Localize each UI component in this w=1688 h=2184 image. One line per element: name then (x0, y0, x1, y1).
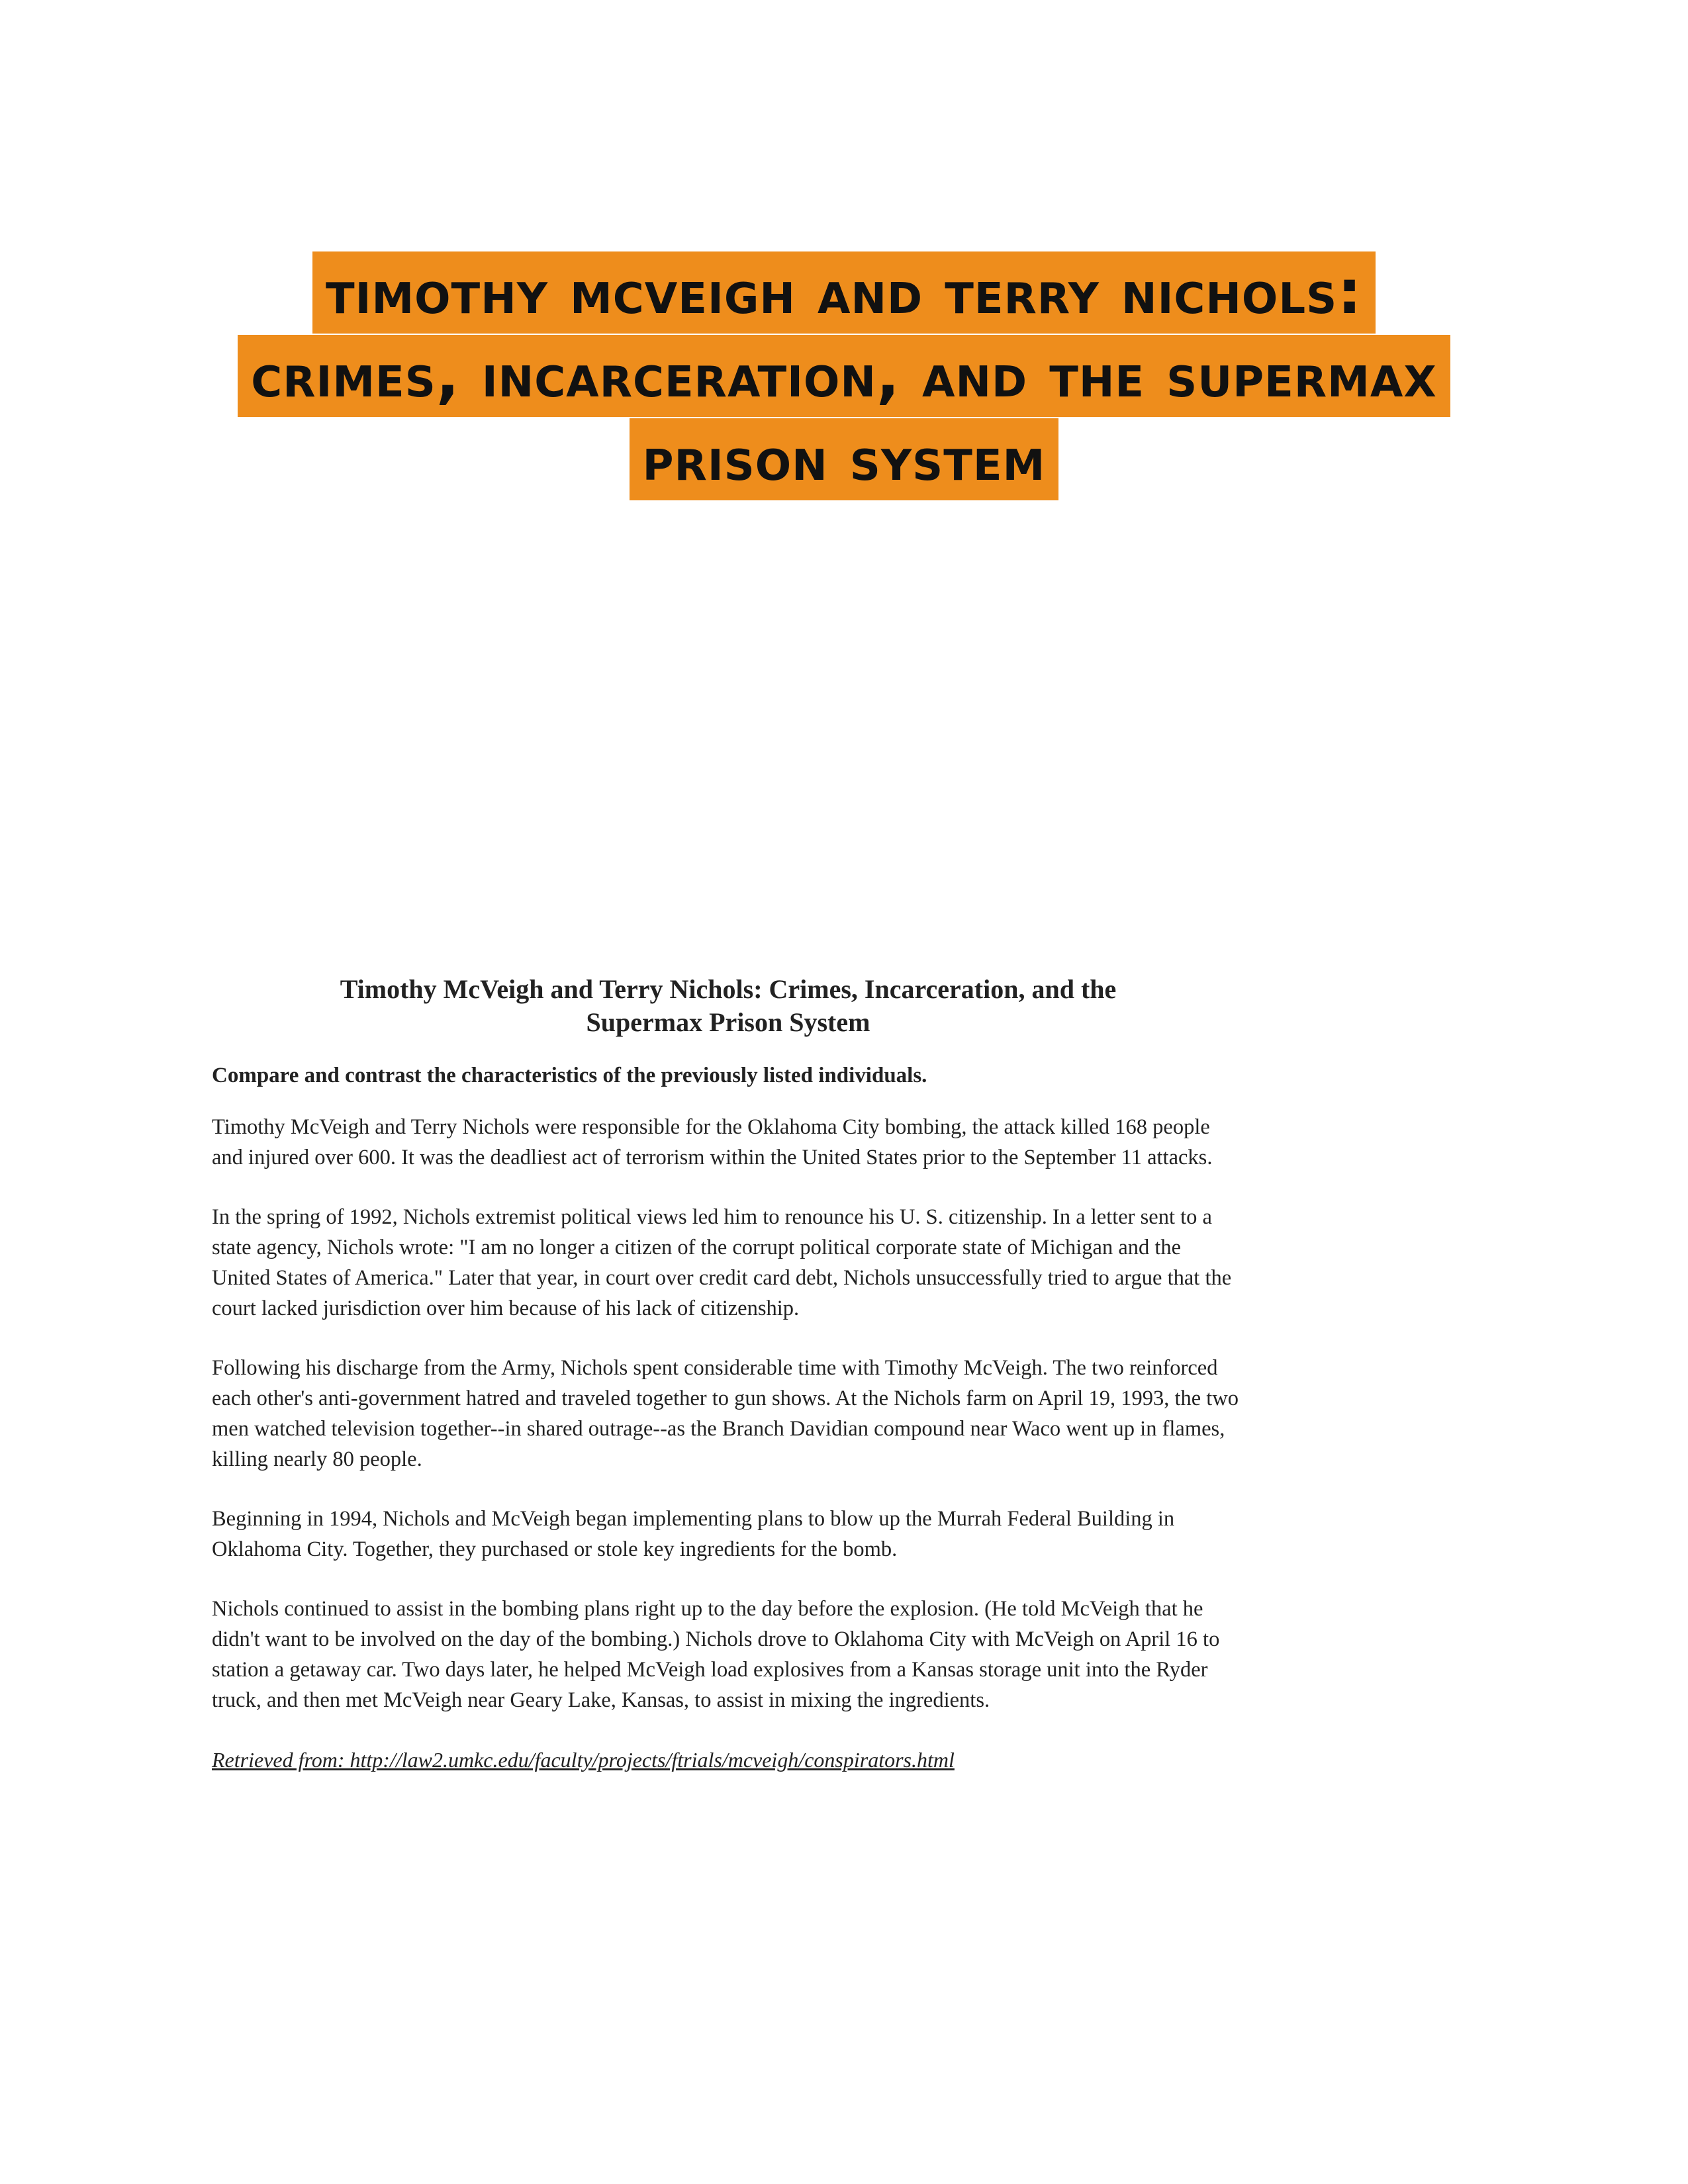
paragraph-3: Following his discharge from the Army, Nichols spent considerable time with Timothy McVeigh. The two reinforced each other's anti-government hatred and traveled together to gun shows. At the Nichols farm on April 19, 1993, the two men watched television together--in shared outrage--as the Branch Davidian compound near Waco went up in flames, killing nearly 80 people. (212, 1356, 1239, 1471)
banner-line-1: timothy mcveigh and terry nichols: (312, 251, 1376, 334)
paragraph-5: Nichols continued to assist in the bombing plans right up to the day before the explosion. (He told McVeigh that he didn't want to be involved on the day of the bombing.) Nichols drove to Oklahoma City with McVeigh on April 16 to station a getaway car. Two days later, he helped McVeigh load explosives from a Kansas storage unit into the Ryder truck, and then met McVeigh near Geary Lake, Kansas, to assist in mixing the ingredients. (212, 1597, 1220, 1712)
document-title-line-1: Timothy McVeigh and Terry Nichols: Crimes, Incarceration, and the (340, 974, 1117, 1004)
banner-line (0, 251, 1688, 334)
paragraph-2: In the spring of 1992, Nichols extremist political views led him to renounce his U. S. citizenship. In a letter sent to a state agency, Nichols wrote: "I am no longer a citizen of the corrupt political corporate state of Michigan and the United States of America." Later that year, in court over credit card debt, Nichols unsuccessfully tried to argue that the court lacked jurisdiction over him because of his lack of citizenship. (212, 1205, 1232, 1320)
document-scan (212, 973, 1244, 1775)
paragraph-4: Beginning in 1994, Nichols and McVeigh began implementing plans to blow up the Murrah Federal Building in Oklahoma City. Together, they purchased or stole key ingredients for the bomb. (212, 1507, 1175, 1561)
banner-line (0, 335, 1688, 417)
paragraph-1: Timothy McVeigh and Terry Nichols were responsible for the Oklahoma City bombing, the attack killed 168 people and injured over 600. It was the deadliest act of terrorism within the United States prior to the September 11 attacks. (212, 1115, 1213, 1169)
title-banner (0, 251, 1688, 502)
banner-line-3: prison system (630, 418, 1059, 500)
banner-line-2: crimes, incarceration, and the supermax (238, 335, 1450, 417)
source-citation: Retrieved from: http://law2.umkc.edu/faculty/projects/ftrials/mcveigh/conspirators.html (212, 1748, 955, 1772)
document-title (212, 973, 1244, 1039)
banner-line (0, 418, 1688, 500)
document-question: Compare and contrast the characteristics of the previously listed individuals. (212, 1064, 927, 1087)
document-title-line-2: Supermax Prison System (586, 1007, 870, 1037)
